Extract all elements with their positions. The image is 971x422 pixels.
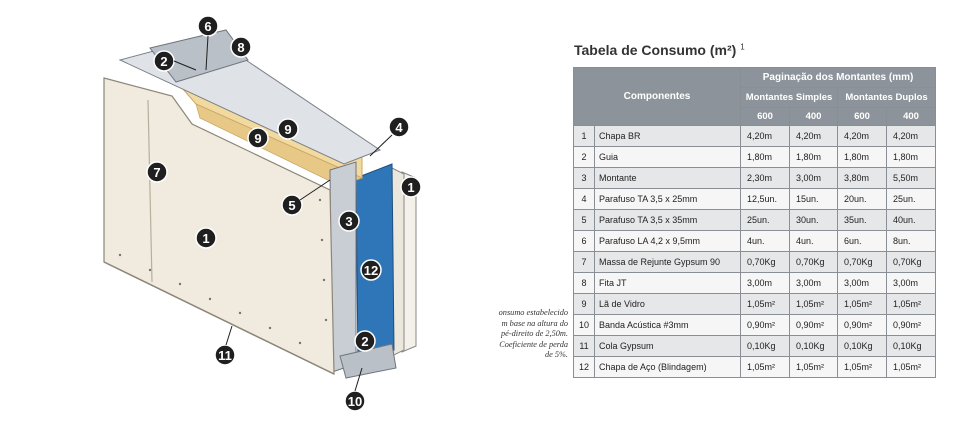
note-line: pé-direito de 2,50m.	[501, 329, 568, 338]
component-name: Montante	[595, 168, 741, 189]
component-name: Parafuso TA 3,5 x 35mm	[595, 210, 741, 231]
header-col: 600	[741, 108, 790, 126]
quantity-cell: 0,10Kg	[741, 336, 790, 357]
table-row	[574, 336, 936, 357]
svg-text:9: 9	[284, 122, 292, 137]
quantity-cell: 4,20m	[838, 126, 887, 147]
svg-text:12: 12	[363, 263, 379, 278]
table-row	[574, 189, 936, 210]
quantity-cell: 3,00m	[790, 168, 838, 189]
callout-3	[339, 211, 359, 231]
component-name: Guia	[595, 147, 741, 168]
note-line: de 5%.	[544, 350, 568, 359]
row-number: 2	[574, 147, 595, 168]
row-number: 7	[574, 252, 595, 273]
consumption-note	[472, 308, 568, 361]
callout-8	[231, 37, 251, 57]
quantity-cell: 3,80m	[838, 168, 887, 189]
quantity-cell: 4un.	[741, 231, 790, 252]
component-name: Chapa BR	[595, 126, 741, 147]
quantity-cell: 1,05m²	[790, 357, 838, 378]
quantity-cell: 1,05m²	[887, 357, 936, 378]
component-name: Parafuso LA 4,2 x 9,5mm	[595, 231, 741, 252]
quantity-cell: 0,70Kg	[887, 252, 936, 273]
quantity-cell: 6un.	[838, 231, 887, 252]
quantity-cell: 4,20m	[790, 126, 838, 147]
row-number: 1	[574, 126, 595, 147]
quantity-cell: 1,05m²	[741, 357, 790, 378]
quantity-cell: 0,10Kg	[790, 336, 838, 357]
callout-10	[345, 391, 365, 411]
svg-text:5: 5	[288, 198, 296, 213]
callout-5	[282, 195, 302, 215]
component-name: Lã de Vidro	[595, 294, 741, 315]
svg-text:9: 9	[254, 131, 262, 146]
row-number: 6	[574, 231, 595, 252]
callout-7	[147, 162, 167, 182]
header-double: Montantes Duplos	[838, 88, 936, 108]
table-title-text: Tabela de Consumo (m²)	[574, 42, 737, 58]
callout-9-a	[278, 119, 298, 139]
row-number: 10	[574, 315, 595, 336]
quantity-cell: 15un.	[790, 189, 838, 210]
svg-text:11: 11	[218, 348, 232, 363]
quantity-cell: 1,80m	[741, 147, 790, 168]
note-line: m base na altura do	[501, 318, 568, 328]
component-name: Banda Acústica #3mm	[595, 315, 741, 336]
quantity-cell: 5,50m	[887, 168, 936, 189]
consumption-table	[573, 67, 936, 378]
table-row	[574, 231, 936, 252]
callout-2-bottom	[355, 331, 375, 351]
quantity-cell: 0,90m²	[741, 315, 790, 336]
table-row	[574, 294, 936, 315]
callout-1-front	[196, 228, 216, 248]
table-row	[574, 315, 936, 336]
quantity-cell: 1,05m²	[838, 294, 887, 315]
component-name: Massa de Rejunte Gypsum 90	[595, 252, 741, 273]
callout-4	[389, 117, 409, 137]
table-row	[574, 147, 936, 168]
table-row	[574, 357, 936, 378]
quantity-cell: 3,00m	[838, 273, 887, 294]
quantity-cell: 0,70Kg	[741, 252, 790, 273]
callout-6	[198, 16, 218, 36]
quantity-cell: 25un.	[887, 189, 936, 210]
row-number: 8	[574, 273, 595, 294]
component-name: Fita JT	[595, 273, 741, 294]
table-title	[574, 42, 745, 58]
quantity-cell: 0,90m²	[790, 315, 838, 336]
header-components: Componentes	[574, 68, 741, 126]
note-line: Coeficiente de perda	[499, 339, 568, 349]
callout-1-right	[401, 177, 421, 197]
quantity-cell: 0,10Kg	[838, 336, 887, 357]
callout-2-top	[154, 51, 174, 71]
quantity-cell: 1,80m	[838, 147, 887, 168]
component-name: Parafuso TA 3,5 x 25mm	[595, 189, 741, 210]
quantity-cell: 3,00m	[741, 273, 790, 294]
table-row	[574, 252, 936, 273]
quantity-cell: 4un.	[790, 231, 838, 252]
callout-12	[361, 260, 381, 280]
quantity-cell: 25un.	[741, 210, 790, 231]
callout-9-b	[248, 128, 268, 148]
quantity-cell: 8un.	[887, 231, 936, 252]
component-name: Chapa de Aço (Blindagem)	[595, 357, 741, 378]
header-col: 400	[790, 108, 838, 126]
header-col: 600	[838, 108, 887, 126]
quantity-cell: 30un.	[790, 210, 838, 231]
table-body	[574, 126, 936, 378]
quantity-cell: 0,70Kg	[790, 252, 838, 273]
quantity-cell: 0,70Kg	[838, 252, 887, 273]
svg-text:8: 8	[237, 40, 245, 55]
header-group: Paginação dos Montantes (mm)	[741, 68, 936, 88]
row-number: 12	[574, 357, 595, 378]
component-name: Cola Gypsum	[595, 336, 741, 357]
quantity-cell: 1,05m²	[838, 357, 887, 378]
quantity-cell: 35un.	[838, 210, 887, 231]
quantity-cell: 3,00m	[887, 273, 936, 294]
quantity-cell: 4,20m	[741, 126, 790, 147]
quantity-cell: 0,10Kg	[887, 336, 936, 357]
quantity-cell: 1,05m²	[887, 294, 936, 315]
callout-11	[215, 345, 235, 365]
row-number: 4	[574, 189, 595, 210]
header-simple: Montantes Simples	[741, 88, 838, 108]
svg-text:1: 1	[202, 231, 210, 246]
header-col: 400	[887, 108, 936, 126]
quantity-cell: 40un.	[887, 210, 936, 231]
table-row	[574, 168, 936, 189]
quantity-cell: 1,80m	[887, 147, 936, 168]
svg-text:4: 4	[395, 120, 403, 135]
row-number: 5	[574, 210, 595, 231]
svg-text:2: 2	[361, 334, 369, 349]
quantity-cell: 12,5un.	[741, 189, 790, 210]
quantity-cell: 1,05m²	[790, 294, 838, 315]
svg-text:6: 6	[204, 19, 212, 34]
table-row	[574, 126, 936, 147]
svg-text:7: 7	[153, 165, 161, 180]
table-row	[574, 210, 936, 231]
svg-text:2: 2	[160, 54, 168, 69]
table-row	[574, 273, 936, 294]
quantity-cell: 3,00m	[790, 273, 838, 294]
quantity-cell: 20un.	[838, 189, 887, 210]
quantity-cell: 0,90m²	[838, 315, 887, 336]
note-line: onsumo estabelecido	[498, 308, 568, 317]
row-number: 3	[574, 168, 595, 189]
svg-text:1: 1	[407, 180, 415, 195]
table-title-footnote: 1	[740, 42, 745, 52]
quantity-cell: 0,90m²	[887, 315, 936, 336]
svg-text:10: 10	[347, 394, 363, 409]
quantity-cell: 2,30m	[741, 168, 790, 189]
stud-profile	[330, 162, 356, 372]
quantity-cell: 1,05m²	[741, 294, 790, 315]
quantity-cell: 4,20m	[887, 126, 936, 147]
row-number: 11	[574, 336, 595, 357]
svg-text:3: 3	[345, 214, 353, 229]
row-number: 9	[574, 294, 595, 315]
quantity-cell: 1,80m	[790, 147, 838, 168]
